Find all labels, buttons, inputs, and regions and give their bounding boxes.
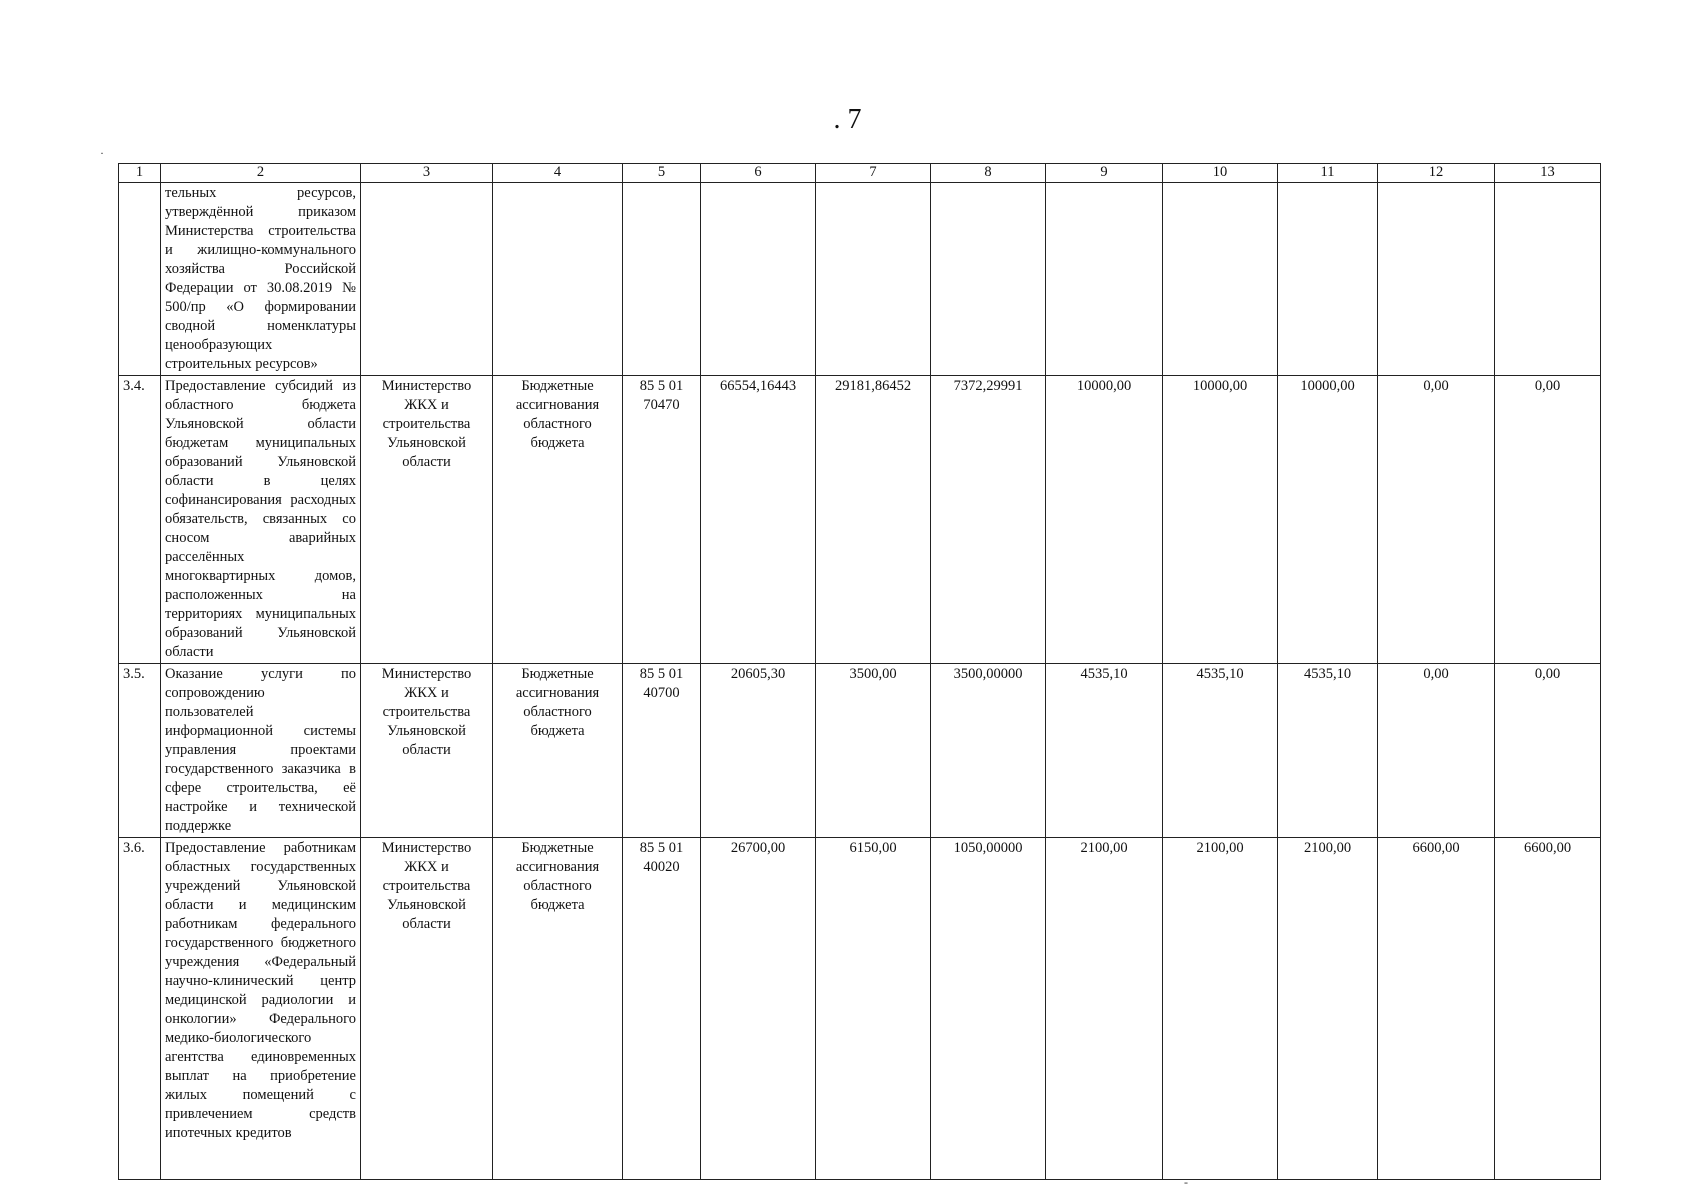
column-header: 4: [493, 164, 623, 183]
value-cell: 0,00: [1495, 376, 1601, 664]
executor: Министерство ЖКХ и строительства Ульяновской области: [361, 664, 493, 838]
value-cell: [1378, 183, 1495, 376]
column-header: 8: [931, 164, 1046, 183]
value-cell: 29181,86452: [816, 376, 931, 664]
value-cell: 0,00: [1378, 664, 1495, 838]
value-cell: [816, 183, 931, 376]
table-row: [119, 183, 1601, 376]
budget-table: [118, 163, 1601, 1180]
scan-speck: -: [1184, 1175, 1188, 1189]
value-cell: 2100,00: [1278, 838, 1378, 1180]
value-cell: 10000,00: [1278, 376, 1378, 664]
value-cell: 4535,10: [1046, 664, 1163, 838]
column-header: 2: [161, 164, 361, 183]
row-number: [119, 183, 161, 376]
value-cell: 7372,29991: [931, 376, 1046, 664]
table-row: [119, 376, 1601, 664]
value-cell: [1278, 183, 1378, 376]
table-row: [119, 838, 1601, 1180]
column-header: 12: [1378, 164, 1495, 183]
column-header: 10: [1163, 164, 1278, 183]
page-mark: .: [833, 104, 842, 135]
activity-name: Предоставление субсидий из областного бюджета Ульяновской области бюджетам муниципальных образований Ульяновской области в целях софинансирования расходных обязательств, связанных со сносом аварийных расселённых многоквартирных домов, расположенных на территориях муниципальных образований Ульяновской области: [161, 376, 361, 664]
executor: Министерство ЖКХ и строительства Ульяновской области: [361, 838, 493, 1180]
page-number-value: 7: [847, 104, 863, 135]
value-cell: 6150,00: [816, 838, 931, 1180]
column-header-row: [119, 164, 1601, 183]
value-cell: [931, 183, 1046, 376]
column-header: 5: [623, 164, 701, 183]
executor: [361, 183, 493, 376]
value-cell: 2100,00: [1046, 838, 1163, 1180]
column-header: 11: [1278, 164, 1378, 183]
column-header: 6: [701, 164, 816, 183]
value-cell: 26700,00: [701, 838, 816, 1180]
funding-source: Бюджетные ассигнования областного бюджета: [493, 838, 623, 1180]
value-cell: 0,00: [1378, 376, 1495, 664]
executor: Министерство ЖКХ и строительства Ульяновской области: [361, 376, 493, 664]
row-number: 3.4.: [119, 376, 161, 664]
value-cell: 2100,00: [1163, 838, 1278, 1180]
value-cell: 20605,30: [701, 664, 816, 838]
value-cell: [701, 183, 816, 376]
value-cell: 1050,00000: [931, 838, 1046, 1180]
row-number: 3.5.: [119, 664, 161, 838]
value-cell: 4535,10: [1163, 664, 1278, 838]
value-cell: 3500,00000: [931, 664, 1046, 838]
value-cell: [1163, 183, 1278, 376]
value-cell: 4535,10: [1278, 664, 1378, 838]
value-cell: 3500,00: [816, 664, 931, 838]
value-cell: 66554,16443: [701, 376, 816, 664]
page-number: [0, 104, 1696, 136]
funding-source: Бюджетные ассигнования областного бюджета: [493, 376, 623, 664]
value-cell: 6600,00: [1495, 838, 1601, 1180]
value-cell: 0,00: [1495, 664, 1601, 838]
column-header: 7: [816, 164, 931, 183]
funding-source: [493, 183, 623, 376]
column-header: 9: [1046, 164, 1163, 183]
budget-code: 85 5 01 70470: [623, 376, 701, 664]
value-cell: 10000,00: [1046, 376, 1163, 664]
value-cell: [1046, 183, 1163, 376]
activity-name: Предоставление работникам областных государственных учреждений Ульяновской области и медицинским работникам федерального государственного бюджетного учреждения «Федеральный научно-клинический центр медицинской радиологии и онкологии» Федерального медико-биологического агентства единовременных выплат на приобретение жилых помещений с привлечением средств ипотечных кредитов: [161, 838, 361, 1180]
value-cell: 6600,00: [1378, 838, 1495, 1180]
value-cell: [1495, 183, 1601, 376]
table-row: [119, 664, 1601, 838]
activity-name: Оказание услуги по сопровождению пользователей информационной системы управления проектами государственного заказчика в сфере строительства, её настройке и технической поддержке: [161, 664, 361, 838]
budget-code: [623, 183, 701, 376]
budget-code: 85 5 01 40020: [623, 838, 701, 1180]
column-header: 1: [119, 164, 161, 183]
value-cell: 10000,00: [1163, 376, 1278, 664]
row-number: 3.6.: [119, 838, 161, 1180]
activity-name: тельных ресурсов, утверждённой приказом Министерства строительства и жилищно-коммунального хозяйства Российской Федерации от 30.08.2019 № 500/пр «О формировании сводной номенклатуры ценообразующих строительных ресурсов»: [161, 183, 361, 376]
budget-code: 85 5 01 40700: [623, 664, 701, 838]
column-header: 3: [361, 164, 493, 183]
funding-source: Бюджетные ассигнования областного бюджета: [493, 664, 623, 838]
scan-speck: ·: [100, 146, 104, 160]
column-header: 13: [1495, 164, 1601, 183]
